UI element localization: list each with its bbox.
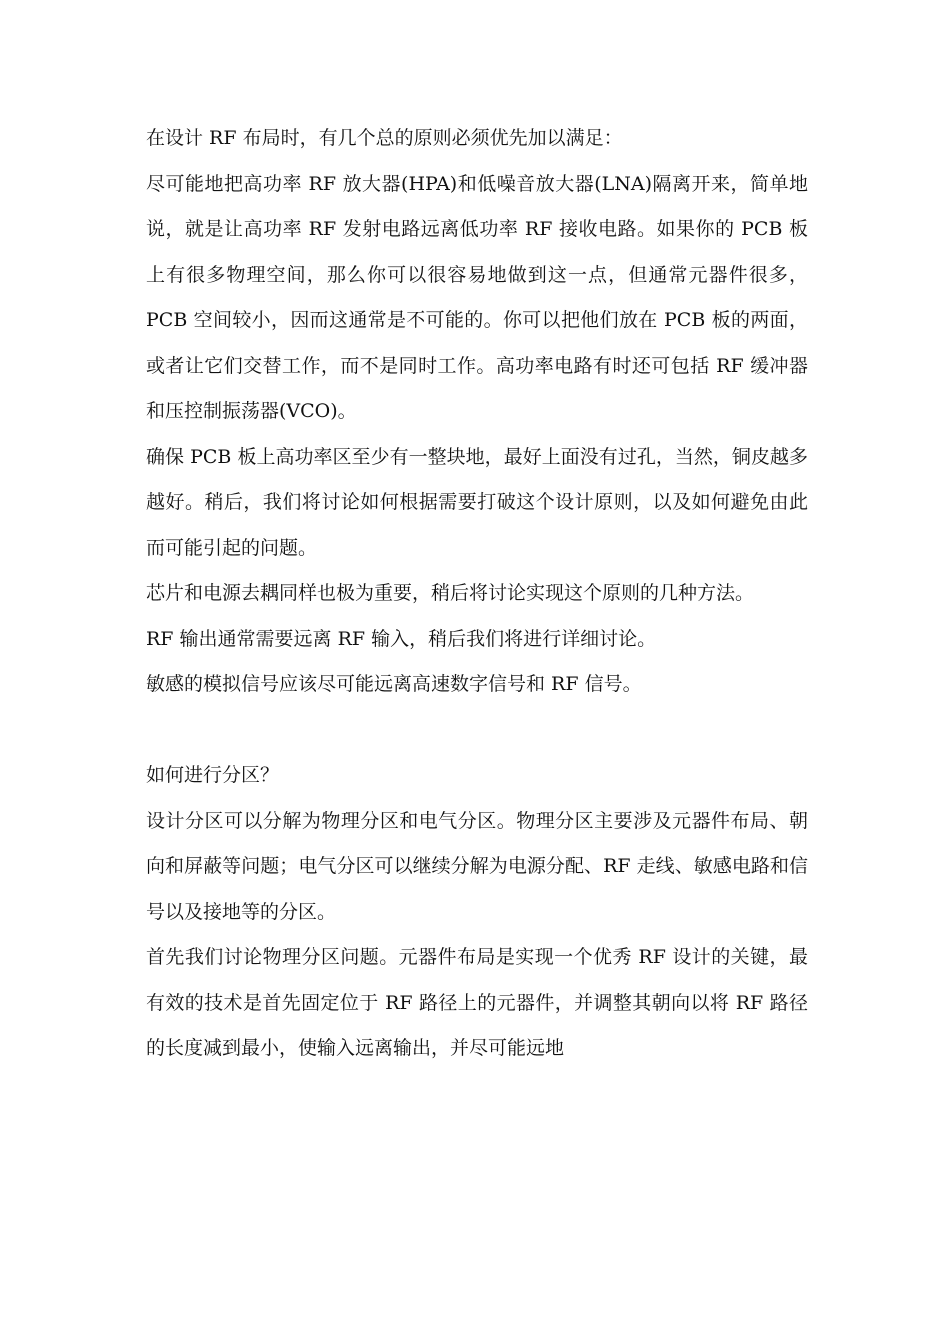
- paragraph-ground: 确保 PCB 板上高功率区至少有一整块地，最好上面没有过孔，当然，铜皮越多越好。稍后，我们将讨论如何根据需要打破这个设计原则，以及如何避免由此而可能引起的问题。: [146, 445, 808, 559]
- paragraph-analog: 敏感的模拟信号应该尽可能远离高速数字信号和 RF 信号。: [146, 673, 642, 695]
- paragraph-rf-output: RF 输出通常需要远离 RF 输入，稍后我们将进行详细讨论。: [146, 627, 657, 650]
- paragraph-physical: 首先我们讨论物理分区问题。元器件布局是实现一个优秀 RF 设计的关键，最有效的技术是首先固定位于 RF 路径上的元器件，并调整其朝向以将 RF 路径的长度减到最小，使输入远离输出，并尽可能远地: [146, 946, 808, 1059]
- blank-line: [146, 708, 808, 754]
- section-heading: 如何进行分区？: [146, 764, 280, 786]
- paragraph-partition: 设计分区可以分解为物理分区和电气分区。物理分区主要涉及元器件布局、朝向和屏蔽等问题；电气分区可以继续分解为电源分配、RF 走线、敏感电路和信号以及接地等的分区。: [146, 809, 808, 923]
- document-body: [146, 116, 808, 1072]
- paragraph-decoupling: 芯片和电源去耦同样也极为重要，稍后将讨论实现这个原则的几种方法。: [146, 582, 755, 604]
- paragraph-isolation: 尽可能地把高功率 RF 放大器(HPA)和低噪音放大器(LNA)隔离开来，简单地说，就是让高功率 RF 发射电路远离低功率 RF 接收电路。如果你的 PCB 板上有很多物理空间，那么你可以很容易地做到这一点，但通常元器件很多，PCB 空间较小，因而这通常是不可能的。你可以把他们放在 PCB 板的两面，或者让它们交替工作，而不是同时工作。高功率电路有时还可包括 RF 缓冲器和压控制振荡器(VCO)。: [146, 172, 808, 422]
- paragraph-intro: 在设计 RF 布局时，有几个总的原则必须优先加以满足：: [146, 127, 623, 149]
